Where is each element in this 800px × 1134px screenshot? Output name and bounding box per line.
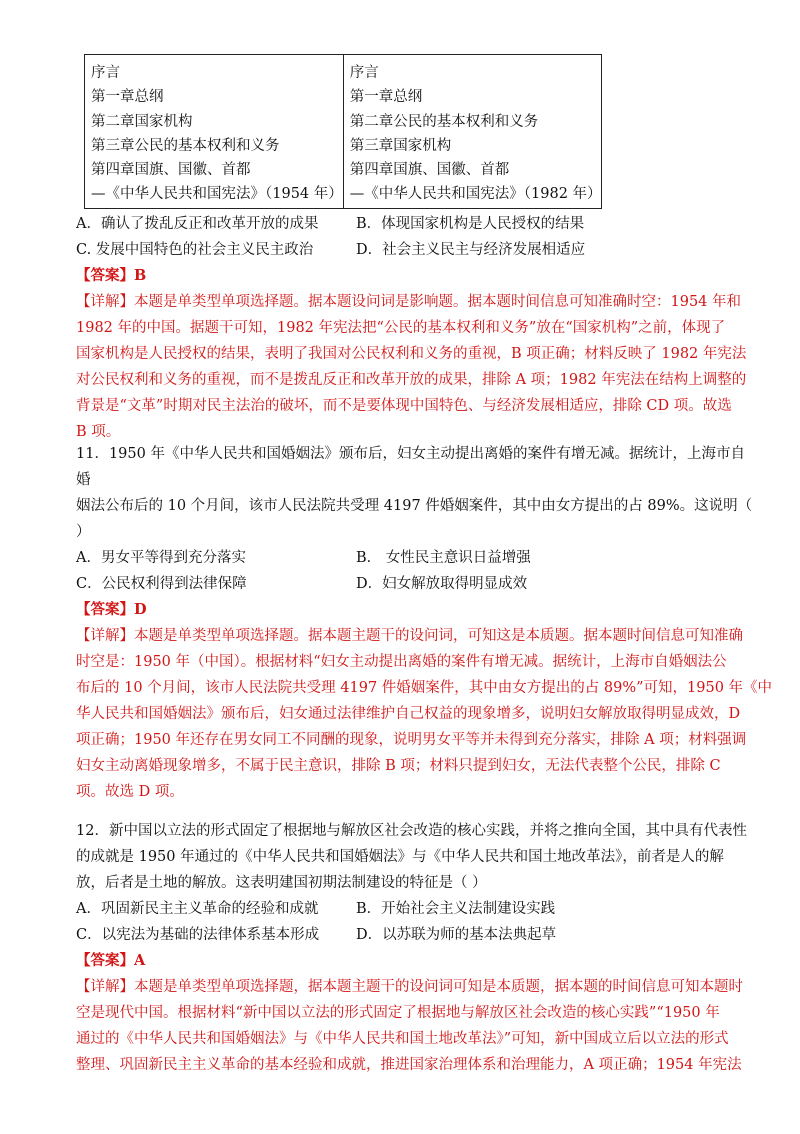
- q10-explain-line: 对公民权利和义务的重视，而不是拨乱反正和改革开放的成果，排除 A 项；1982 年宪法在结构上调整的: [76, 372, 747, 388]
- table-cell: 第一章总纲: [91, 89, 164, 106]
- q11-explain-line: 项正确；1950 年还存在男女同工不同酬的现象，说明男女平等并未得到充分落实，排除 A 项；材料强调: [76, 732, 747, 748]
- q11-answer: 【答案】D: [76, 601, 147, 618]
- table-cell: 第四章国旗、国徽、首都: [349, 162, 510, 179]
- q11-explain-line: 华人民共和国婚姻法》颁布后，妇女通过法律维护自己权益的现象增多，说明妇女解放取得明显成效，D: [76, 706, 741, 722]
- table-cell: 第一章总纲: [349, 89, 423, 106]
- q10-block: [76, 211, 747, 445]
- q10-explain-line: 【详解】本题是单类型单项选择题。据本题设问词是影响题。据本题时间信息可知准确时空：1954 年和: [76, 294, 742, 310]
- constitution-1982-column: [343, 55, 602, 208]
- constitution-1954-column: [85, 55, 343, 208]
- table-cell: 序言: [349, 65, 379, 81]
- q12-explain-line: 空是现代中国。根据材料“新中国以立法的形式固定了根据地与解放区社会改造的核心实践”“1950 年: [76, 1005, 720, 1021]
- table-cell: —《中华人民共和国宪法》（1954 年）: [91, 186, 343, 203]
- q11-option-d: D．妇女解放取得明显成效: [356, 576, 528, 592]
- q12-option-d: D．以苏联为师的基本法典起草: [356, 927, 557, 943]
- q11-options-row-1: [76, 545, 724, 571]
- q11-option-b: B． 女性民主意识日益增强: [356, 550, 531, 566]
- q12-option-c: C．以宪法为基础的法律体系基本形成: [76, 927, 320, 943]
- q10-options-row-1: [76, 211, 724, 237]
- table-cell: 序言: [91, 65, 120, 81]
- q12-options-row-1: [76, 896, 724, 922]
- q11-stem-line: 姻法公布后的 10 个月间，该市人民法院共受理 4197 件婚姻案件，其中由女方提出的占 89%。这说明（: [76, 498, 753, 514]
- q10-options-row-2: [76, 237, 724, 263]
- q12-answer: 【答案】A: [76, 952, 146, 969]
- q10-option-b: B．体现国家机构是人民授权的结果: [356, 216, 585, 232]
- table-cell: 第三章国家机构: [349, 137, 452, 154]
- table-cell: 第二章国家机构: [91, 113, 193, 130]
- q10-explain-line: 1982 年的中国。据题干可知，1982 年宪法把“公民的基本权利和义务”放在“国家机构”之前，体现了: [76, 320, 726, 336]
- q12-stem-line: 放，后者是土地的解放。这表明建国初期法制建设的特征是（ ）: [76, 875, 487, 891]
- table-cell: —《中华人民共和国宪法》（1982 年）: [349, 186, 602, 203]
- q11-option-c: C．公民权利得到法律保障: [76, 576, 247, 592]
- q12-option-a: A．巩固新民主主义革命的经验和成就: [76, 901, 319, 917]
- constitution-comparison-table: [84, 54, 602, 209]
- q11-stem-line: 11．1950 年《中华人民共和国婚姻法》颁布后，妇女主动提出离婚的案件有增无减。据统计，上海市自: [76, 446, 745, 462]
- q12-explain-line: 通过的《中华人民共和国婚姻法》与《中华人民共和国土地改革法》”可知，新中国成立后以立法的形式: [76, 1031, 729, 1047]
- q11-block: [76, 441, 773, 805]
- q11-explain-line: 妇女主动离婚现象增多，不属于民主意识，排除 B 项；材料只提到妇女，无法代表整个公民，排除 C: [76, 758, 721, 774]
- q11-explain-line: 时空是：1950 年（中国）。根据材料“妇女主动提出离婚的案件有增无减。据统计，上海市自婚姻法公: [76, 654, 727, 670]
- q12-options-row-2: [76, 922, 724, 948]
- q12-stem-line: 的成就是 1950 年通过的《中华人民共和国婚姻法》与《中华人民共和国土地改革法》，前者是人的解: [76, 849, 724, 865]
- table-cell: 第二章公民的基本权利和义务: [349, 113, 539, 130]
- table-cell: 第四章国旗、国徽、首都: [91, 162, 251, 179]
- q10-option-a: A．确认了拨乱反正和改革开放的成果: [76, 216, 319, 232]
- q12-stem-line: 12．新中国以立法的形式固定了根据地与解放区社会改造的核心实践，并将之推向全国，其中具有代表性: [76, 823, 747, 839]
- q11-explain-line: 项。故选 D 项。: [76, 784, 184, 800]
- q11-options-row-2: [76, 571, 724, 597]
- q12-explain-line: 整理、巩固新民主主义革命的基本经验和成就，推进国家治理体系和治理能力，A 项正确；1954 年宪法: [76, 1057, 742, 1073]
- q10-answer: 【答案】B: [76, 267, 147, 284]
- q12-block: [76, 818, 747, 1078]
- q12-explain-line: 【详解】本题是单类型单项选择题，据本题主题干的设问词可知是本质题，据本题的时间信息可知本题时: [76, 979, 743, 995]
- q10-explain-line: 国家机构是人民授权的结果，表明了我国对公民权利和义务的重视，B 项正确；材料反映了 1982 年宪法: [76, 346, 747, 362]
- q11-stem-line: ）: [76, 524, 91, 540]
- q10-explain-line: B 项。: [76, 424, 121, 440]
- q12-option-b: B．开始社会主义法制建设实践: [356, 901, 556, 917]
- q10-explain-line: 背景是“文革”时期对民主法治的破坏，而不是要体现中国特色、与经济发展相适应，排除 CD 项。故选: [76, 398, 732, 414]
- q10-option-c: C. 发展中国特色的社会主义民主政治: [76, 242, 314, 258]
- table-cell: 第三章公民的基本权利和义务: [91, 137, 280, 154]
- q10-option-d: D．社会主义民主与经济发展相适应: [356, 242, 586, 258]
- q11-explain-line: 【详解】本题是单类型单项选择题。据本题主题干的设问词，可知这是本质题。据本题时间信息可知准确: [76, 628, 743, 644]
- q11-stem-line: 婚: [76, 472, 91, 488]
- q11-option-a: A．男女平等得到充分落实: [76, 550, 246, 566]
- q11-explain-line: 布后的 10 个月间，该市人民法院共受理 4197 件婚姻案件，其中由女方提出的占 89%”可知，1950 年《中: [76, 680, 773, 696]
